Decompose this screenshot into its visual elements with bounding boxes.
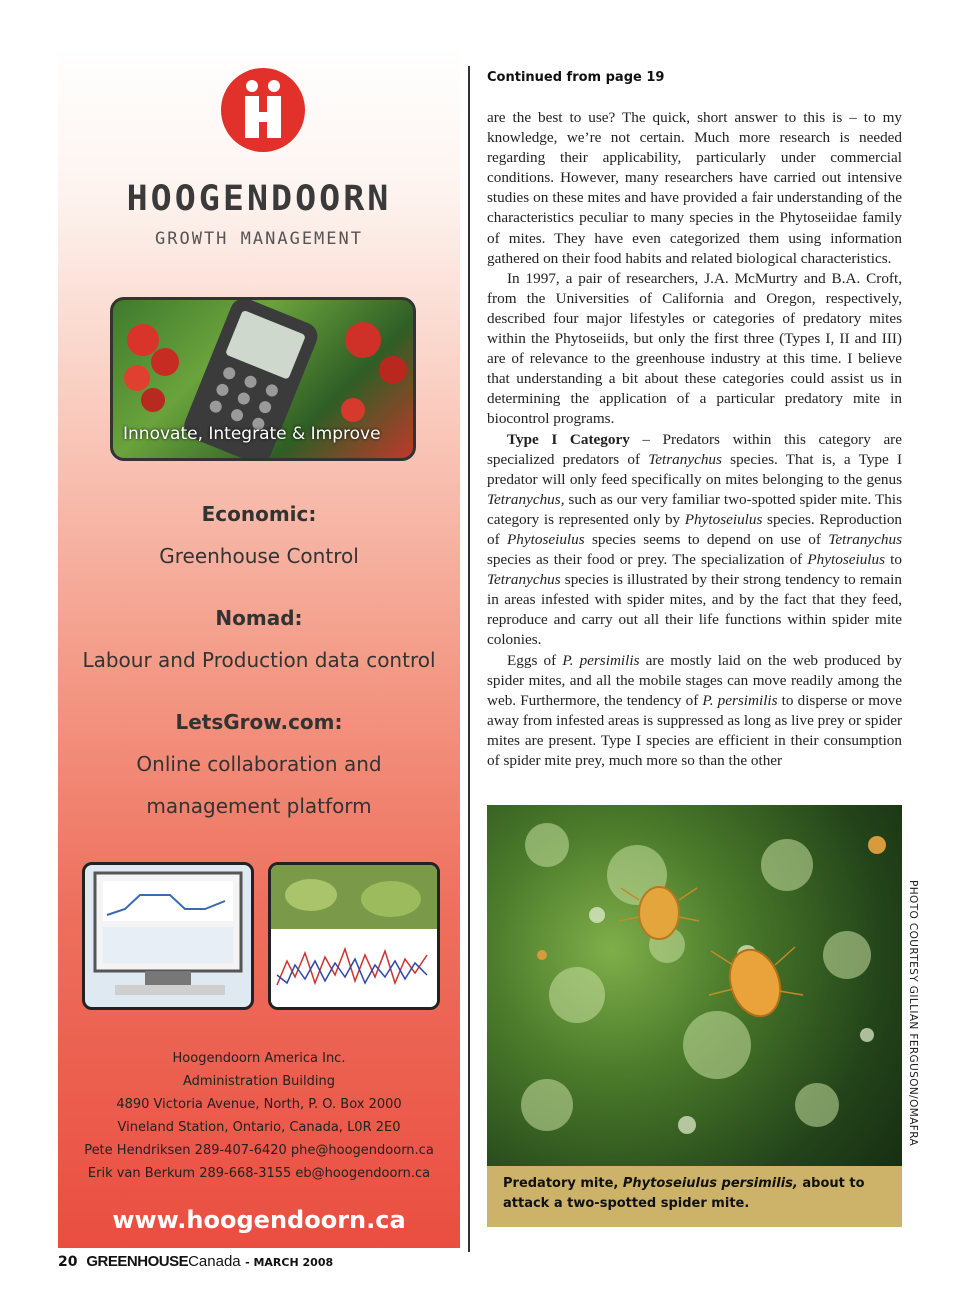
predatory-mite-illustration: [487, 805, 902, 1166]
category-heading: Type I Category: [507, 430, 630, 448]
ad-tagline: Innovate, Integrate & Improve: [123, 424, 381, 444]
address-line-2: Administration Building: [183, 1074, 335, 1089]
continued-note: Continued from page 19: [487, 70, 665, 85]
brand-subtitle: GROWTH MANAGEMENT: [155, 229, 363, 249]
hoogendoorn-advertisement: [58, 46, 460, 1248]
feature-heading-nomad: Nomad:: [215, 606, 303, 630]
photo-credit: PHOTO COURTESY GILLIAN FERGUSON/OMAFRA: [907, 880, 919, 1147]
article-paragraph: In 1997, a pair of researchers, J.A. McMurtry and B.A. Croft, from the Universities of California and Oregon, respectively, described four major lifestyles or categories of predatory mites within the Phytoseiids, but only the first three (Types I, II and III) are of relevance to the greenhouse industry at this time. I believe that understanding a bit about these categories could assist us in determining the application of a particular predatory mite in biocontrol programs.: [487, 269, 902, 428]
magazine-name-regular: Canada: [188, 1253, 241, 1270]
feature-text-letsgrow-2: management platform: [146, 794, 372, 818]
feature-text-nomad: Labour and Production data control: [82, 648, 436, 672]
brand-name: HOOGENDOORN: [126, 179, 392, 219]
article-body: [487, 108, 902, 771]
computer-screenshot-thumbnail: [82, 862, 254, 1010]
mite-photo: [487, 805, 902, 1166]
magazine-name-bold: GREENHOUSE: [86, 1253, 189, 1270]
feature-heading-economic: Economic:: [201, 502, 317, 526]
address-line-1: Hoogendoorn America Inc.: [172, 1051, 346, 1066]
column-divider: [468, 66, 470, 1252]
feature-heading-letsgrow: LetsGrow.com:: [175, 710, 343, 734]
address-line-3: 4890 Victoria Avenue, North, P. O. Box 2000: [116, 1097, 402, 1112]
feature-text-economic: Greenhouse Control: [159, 544, 359, 568]
address-line-4: Vineland Station, Ontario, Canada, L0R 2E0: [117, 1120, 401, 1135]
website-link[interactable]: www.hoogendoorn.ca: [112, 1206, 406, 1234]
contact-line-2: Erik van Berkum 289-668-3155 eb@hoogendoorn.ca: [87, 1166, 431, 1181]
logo-icon: [221, 68, 305, 152]
hoogendoorn-logo: [221, 68, 305, 152]
plant-chart-illustration: [271, 865, 437, 1007]
chart-screenshot-thumbnail: [268, 862, 440, 1010]
contact-line-1: Pete Hendriksen 289-407-6420 phe@hoogendoorn.ca: [84, 1143, 434, 1158]
feature-text-letsgrow-1: Online collaboration and: [136, 752, 382, 776]
page-number: 20: [58, 1254, 78, 1270]
nomad-hero-image: [110, 297, 416, 461]
photo-caption: Predatory mite, Phytoseiulus persimilis, about to attack a two-spotted spider mite.: [487, 1166, 902, 1227]
article-paragraph: Eggs of P. persimilis are mostly laid on the web produced by spider mites, and all the mobile stages can move readily among the web. Furthermore, the tendency of P. persimilis to disperse or move away from infested areas is suppressed as long as live prey or spider mites are present. Type I species are efficient in their consumption of spider mite prey, much more so than the other: [487, 651, 903, 769]
article-paragraph: Type I Category – Predators within this category are specialized predators of Tetranychus species. That is, a Type I predator will only feed specifically on mites belonging to the genus Tetranychus, such as our very familiar two-spotted spider mite. This category is represented only by Phytoseiulus species. Reproduction of Phytoseiulus species seems to depend on use of Tetranychus species as their food or prey. The specialization of Phytoseiulus to Tetranychus species is illustrated by their strong tendency to remain in areas infested with spider mites, and by the fact that they feed, reproduce and carry out all their life functions within spider mite colonies.: [487, 430, 903, 649]
article-paragraph: are the best to use? The quick, short answer to this is – to my knowledge, we’re not certain. Much more research is needed regarding their applicability, particularly under commercial conditions. However, many researchers have carried out intensive studies on these mites and have provided a fair understanding of the characteristics peculiar to many species in the Phytoseiidae family of mites. They have even categorized them using information gathered on their food habits and related biological characteristics.: [487, 109, 902, 267]
monitor-illustration: [85, 865, 251, 1007]
issue-date: - MARCH 2008: [245, 1256, 334, 1269]
page-footer: [58, 1253, 333, 1270]
